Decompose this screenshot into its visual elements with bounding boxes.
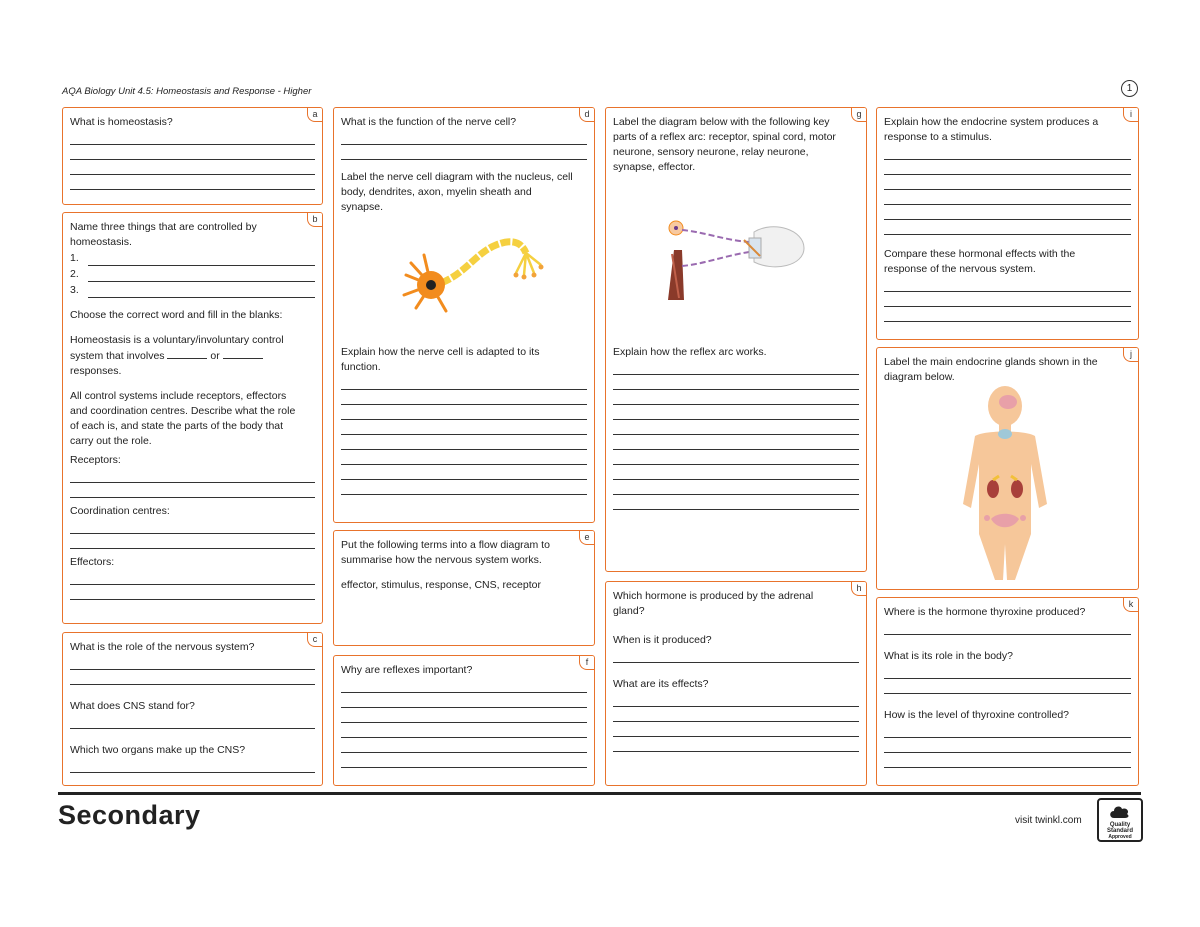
answer-line[interactable] bbox=[70, 670, 315, 685]
blank-input[interactable] bbox=[167, 348, 207, 359]
answer-line[interactable] bbox=[613, 692, 859, 707]
fill-or: or bbox=[210, 350, 220, 362]
badge-top-text: Quality Standard bbox=[1106, 822, 1133, 834]
box-letter: d bbox=[579, 108, 594, 122]
answer-line[interactable] bbox=[884, 205, 1131, 220]
fill-end: responses. bbox=[70, 365, 122, 377]
answer-line[interactable] bbox=[70, 468, 315, 483]
answer-line[interactable] bbox=[341, 753, 587, 768]
answer-line[interactable] bbox=[613, 722, 859, 737]
answer-line[interactable] bbox=[341, 420, 587, 435]
number-label: 2. bbox=[70, 268, 79, 280]
box-k bbox=[876, 597, 1139, 786]
question: Choose the correct word and fill in the blanks: bbox=[70, 309, 283, 321]
footer-divider bbox=[58, 792, 1141, 795]
answer-line[interactable] bbox=[884, 738, 1131, 753]
box-letter: j bbox=[1123, 348, 1138, 362]
box-letter: b bbox=[307, 213, 322, 227]
answer-line[interactable] bbox=[884, 220, 1131, 235]
question: Why are reflexes important? bbox=[341, 664, 473, 676]
question: What is the role of the nervous system? bbox=[70, 641, 255, 653]
box-letter: e bbox=[579, 531, 594, 545]
answer-line[interactable] bbox=[613, 405, 859, 420]
question: What is the function of the nerve cell? bbox=[341, 116, 517, 128]
question: Label the main endocrine glands shown in the diagram below. bbox=[884, 356, 1098, 383]
answer-line[interactable] bbox=[884, 307, 1131, 322]
answer-line[interactable] bbox=[884, 679, 1131, 694]
answer-line[interactable] bbox=[70, 145, 315, 160]
question: Put the following terms into a flow diagram to summarise how the nervous system works. bbox=[341, 539, 550, 566]
answer-line[interactable] bbox=[70, 519, 315, 534]
answer-line[interactable] bbox=[70, 655, 315, 670]
endocrine-body-diagram bbox=[955, 384, 1055, 584]
answer-line[interactable] bbox=[613, 360, 859, 375]
numbered-line[interactable] bbox=[70, 282, 315, 298]
question: Explain how the reflex arc works. bbox=[613, 346, 767, 358]
answer-line[interactable] bbox=[341, 465, 587, 480]
answer-line[interactable] bbox=[884, 160, 1131, 175]
box-d bbox=[333, 107, 595, 523]
answer-line[interactable] bbox=[70, 714, 315, 729]
worksheet-title: AQA Biology Unit 4.5: Homeostasis and Response - Higher bbox=[62, 86, 312, 97]
box-letter: a bbox=[307, 108, 322, 122]
question: Where is the hormone thyroxine produced? bbox=[884, 606, 1086, 618]
answer-line[interactable] bbox=[884, 620, 1131, 635]
answer-line[interactable] bbox=[884, 175, 1131, 190]
answer-line[interactable] bbox=[341, 678, 587, 693]
reflex-arc-diagram bbox=[664, 220, 814, 310]
question: What is its role in the body? bbox=[884, 650, 1013, 662]
answer-line[interactable] bbox=[613, 435, 859, 450]
answer-line[interactable] bbox=[341, 405, 587, 420]
answer-line[interactable] bbox=[884, 292, 1131, 307]
answer-line[interactable] bbox=[70, 534, 315, 549]
box-e bbox=[333, 530, 595, 646]
question: Label the diagram below with the following key parts of a reflex arc: receptor, spinal cord, motor neurone, sensory neurone, relay neurone, synapse, effector. bbox=[613, 116, 836, 173]
page-number: 1 bbox=[1121, 80, 1138, 97]
answer-line[interactable] bbox=[613, 375, 859, 390]
answer-line[interactable] bbox=[613, 450, 859, 465]
badge-cloud-icon bbox=[1109, 804, 1131, 820]
question: Which hormone is produced by the adrenal gland? bbox=[613, 590, 814, 617]
quality-badge-icon bbox=[1097, 798, 1143, 842]
answer-line[interactable] bbox=[341, 693, 587, 708]
box-h bbox=[605, 581, 867, 786]
answer-line[interactable] bbox=[341, 390, 587, 405]
answer-line[interactable] bbox=[70, 570, 315, 585]
box-i bbox=[876, 107, 1139, 340]
numbered-line[interactable] bbox=[70, 250, 315, 266]
answer-line[interactable] bbox=[613, 495, 859, 510]
answer-line[interactable] bbox=[70, 160, 315, 175]
answer-line[interactable] bbox=[613, 390, 859, 405]
fill-part: Homeostasis is a voluntary/involuntary control system that involves bbox=[70, 334, 284, 362]
answer-line[interactable] bbox=[884, 277, 1131, 292]
brand-secondary: Secondary bbox=[58, 800, 201, 830]
answer-line[interactable] bbox=[613, 420, 859, 435]
answer-line[interactable] bbox=[341, 480, 587, 495]
answer-line[interactable] bbox=[884, 190, 1131, 205]
question: Explain how the nerve cell is adapted to its function. bbox=[341, 346, 540, 373]
answer-line[interactable] bbox=[613, 648, 859, 663]
answer-line[interactable] bbox=[341, 130, 587, 145]
answer-line[interactable] bbox=[884, 723, 1131, 738]
answer-line[interactable] bbox=[341, 708, 587, 723]
question: What are its effects? bbox=[613, 678, 709, 690]
box-c bbox=[62, 632, 323, 786]
box-a bbox=[62, 107, 323, 205]
blank-input[interactable] bbox=[223, 348, 263, 359]
answer-line[interactable] bbox=[884, 664, 1131, 679]
terms-list: effector, stimulus, response, CNS, receptor bbox=[341, 579, 541, 591]
numbered-line[interactable] bbox=[70, 266, 315, 282]
question: How is the level of thyroxine controlled? bbox=[884, 709, 1070, 721]
answer-line[interactable] bbox=[613, 707, 859, 722]
answer-line[interactable] bbox=[341, 435, 587, 450]
label-receptors: Receptors: bbox=[70, 454, 121, 466]
answer-line[interactable] bbox=[884, 145, 1131, 160]
box-b bbox=[62, 212, 323, 624]
answer-line[interactable] bbox=[613, 465, 859, 480]
answer-line[interactable] bbox=[70, 175, 315, 190]
question: Label the nerve cell diagram with the nucleus, cell body, dendrites, axon, myelin sheath and synapse. bbox=[341, 171, 573, 213]
number-label: 3. bbox=[70, 284, 79, 296]
answer-line[interactable] bbox=[70, 130, 315, 145]
badge-bottom-text: Approved bbox=[1108, 834, 1132, 840]
answer-line[interactable] bbox=[70, 585, 315, 600]
answer-line[interactable] bbox=[341, 145, 587, 160]
box-letter: k bbox=[1123, 598, 1138, 612]
answer-line[interactable] bbox=[341, 723, 587, 738]
question: All control systems include receptors, effectors and coordination centres. Describe what the role of each is, and state the parts of the body that carry out the role. bbox=[70, 390, 296, 447]
fill-in-sentence bbox=[70, 333, 315, 379]
nerve-cell-diagram bbox=[396, 233, 546, 323]
answer-line[interactable] bbox=[341, 738, 587, 753]
box-letter: i bbox=[1123, 108, 1138, 122]
question: Explain how the endocrine system produces a response to a stimulus. bbox=[884, 116, 1099, 143]
number-label: 1. bbox=[70, 252, 79, 264]
question: What is homeostasis? bbox=[70, 116, 173, 128]
answer-line[interactable] bbox=[613, 480, 859, 495]
box-letter: g bbox=[851, 108, 866, 122]
answer-line[interactable] bbox=[884, 753, 1131, 768]
box-g bbox=[605, 107, 867, 572]
label-effectors: Effectors: bbox=[70, 556, 115, 568]
question: Name three things that are controlled by homeostasis. bbox=[70, 221, 257, 248]
box-letter: h bbox=[851, 582, 866, 596]
answer-line[interactable] bbox=[341, 375, 587, 390]
answer-line[interactable] bbox=[70, 483, 315, 498]
question: Compare these hormonal effects with the response of the nervous system. bbox=[884, 248, 1076, 275]
question: Which two organs make up the CNS? bbox=[70, 744, 246, 756]
box-f bbox=[333, 655, 595, 786]
question: What does CNS stand for? bbox=[70, 700, 195, 712]
question: When is it produced? bbox=[613, 634, 712, 646]
answer-line[interactable] bbox=[341, 450, 587, 465]
box-letter: f bbox=[579, 656, 594, 670]
box-letter: c bbox=[307, 633, 322, 647]
label-coordination: Coordination centres: bbox=[70, 505, 170, 517]
answer-line[interactable] bbox=[70, 758, 315, 773]
box-j bbox=[876, 347, 1139, 590]
visit-link[interactable]: visit twinkl.com bbox=[1015, 815, 1082, 826]
answer-line[interactable] bbox=[613, 737, 859, 752]
